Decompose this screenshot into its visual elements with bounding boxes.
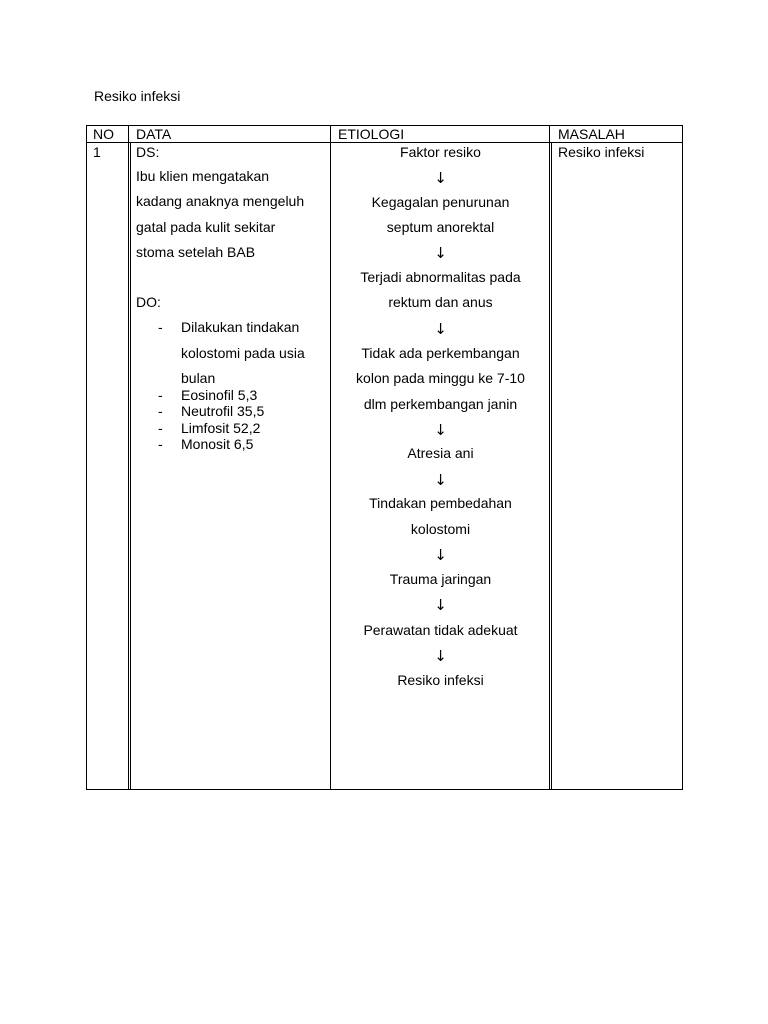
header-etiologi: ETIOLOGI (338, 126, 405, 142)
down-arrow-icon: ↓ (434, 244, 447, 262)
table-left-border (86, 125, 87, 790)
etiologi-step: septum anorektal (386, 219, 495, 235)
do-item-text: Limfosit 52,2 (181, 420, 261, 436)
etiologi-step: Kegagalan penurunan (371, 194, 510, 210)
do-item-dash: - (158, 420, 163, 436)
etiologi-step: Tindakan pembedahan (369, 495, 512, 511)
header-masalah: MASALAH (558, 126, 625, 142)
ds-line: kadang anaknya mengeluh (136, 193, 305, 209)
col-divider-1b (130, 142, 131, 790)
etiologi-step: Perawatan tidak adekuat (363, 622, 518, 638)
do-item-text: Eosinofil 5,3 (181, 387, 258, 403)
down-arrow-icon: ↓ (434, 421, 447, 439)
do-item-dash: - (158, 436, 163, 452)
etiologi-step: Atresia ani (407, 445, 474, 461)
col-divider-3b (551, 142, 552, 790)
ds-line: Ibu klien mengatakan (136, 168, 270, 184)
header-data: DATA (136, 126, 172, 142)
do-item-text: Monosit 6,5 (181, 436, 254, 452)
etiologi-step: rektum dan anus (388, 294, 493, 310)
do-item-text: bulan (181, 370, 216, 386)
header-no: NO (93, 126, 114, 142)
do-item-dash: - (158, 319, 163, 335)
etiologi-step: Terjadi abnormalitas pada (360, 269, 521, 285)
down-arrow-icon: ↓ (434, 471, 447, 489)
down-arrow-icon: ↓ (434, 169, 447, 187)
masalah-cell: Resiko infeksi (558, 144, 645, 160)
do-item-text: Neutrofil 35,5 (181, 403, 265, 419)
etiologi-step: kolostomi (410, 521, 471, 537)
etiologi-step: Faktor resiko (400, 144, 481, 160)
document-title: Resiko infeksi (94, 88, 181, 104)
etiologi-cell (331, 125, 550, 785)
down-arrow-icon: ↓ (434, 596, 447, 614)
ds-line: gatal pada kulit sekitar (136, 219, 276, 235)
row-number: 1 (93, 144, 101, 160)
col-divider-1 (128, 125, 129, 790)
table-bottom-border (86, 789, 683, 790)
down-arrow-icon: ↓ (434, 320, 447, 338)
down-arrow-icon: ↓ (434, 546, 447, 564)
do-item-text: kolostomi pada usia (181, 345, 305, 361)
table-right-border (682, 125, 683, 790)
etiologi-step: Trauma jaringan (389, 571, 492, 587)
etiologi-step: dlm perkembangan janin (363, 396, 518, 412)
down-arrow-icon: ↓ (434, 647, 447, 665)
do-label: DO: (136, 294, 161, 310)
do-item-dash: - (158, 403, 163, 419)
etiologi-step: Tidak ada perkembangan (361, 345, 520, 361)
nursing-diagnosis-table (86, 125, 683, 790)
etiologi-step: kolon pada minggu ke 7-10 (356, 370, 525, 386)
ds-label: DS: (136, 144, 160, 160)
do-item-text: Dilakukan tindakan (181, 319, 300, 335)
data-cell (136, 125, 326, 785)
etiologi-step: Resiko infeksi (397, 672, 484, 688)
ds-line: stoma setelah BAB (136, 244, 256, 260)
do-item-dash: - (158, 387, 163, 403)
